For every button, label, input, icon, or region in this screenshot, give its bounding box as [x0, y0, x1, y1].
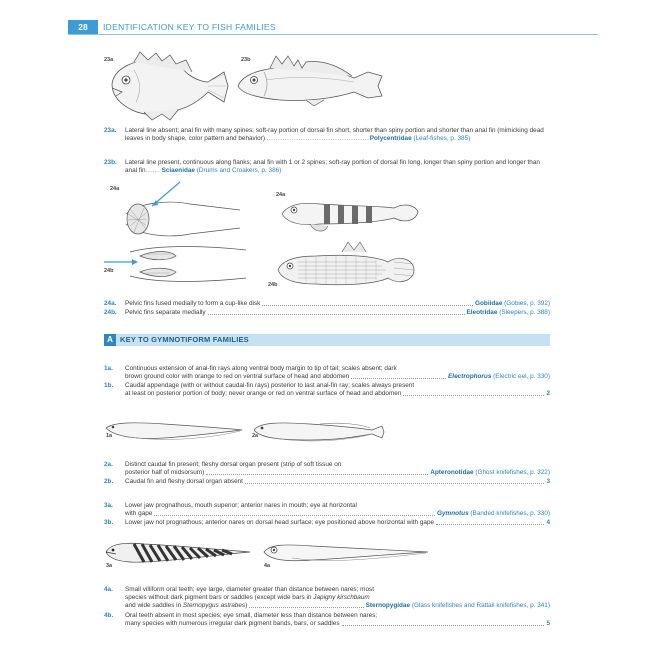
family-name: Gymnotus: [437, 509, 469, 517]
family-ref: (Electric eel, p. 330): [493, 372, 550, 380]
figure-24a-goby: [280, 196, 420, 238]
family-ref: (Banded knifefishes, p. 330): [470, 509, 550, 517]
key-entry-2b: [104, 478, 550, 486]
entry-code: 2b.: [104, 478, 114, 485]
entry-code: 1a.: [104, 365, 113, 372]
page-number: 28: [68, 20, 98, 34]
family-name: Sternopygidae: [365, 601, 411, 609]
entry-text-line2: at least on posterior portion of body; never orange or red on ventral surface of head and abdomen: [125, 389, 402, 397]
key-entry-2a: [104, 461, 550, 477]
lead-ref: 3: [546, 478, 550, 485]
figure-24-ventral-views: [100, 180, 250, 292]
key-entry-3a: [104, 502, 550, 518]
lead-ref: 5: [546, 619, 550, 627]
key-entry-23b: 23b. Lateral line present, continuous along flanks; anal fin with 1 or 2 spines; soft-ray portion of dorsal fin long, longer than spiny portion and longer than anal fin........ Sciaenidae (Drums and Croakers, p. 386): [104, 159, 540, 174]
entry-text-line1: Lower jaw prognathous, mouth superior; anterior nares in mouth; eye at horizontal: [125, 502, 357, 509]
lead-ref: 2: [546, 389, 550, 397]
entry-code: 1b.: [104, 382, 114, 389]
lead-ref: 4: [546, 519, 550, 526]
key-entry-4b: [104, 612, 550, 628]
entry-text-line1: Distinct caudal fin present; fleshy dorsal organ present (strip of soft tissue on: [125, 461, 342, 468]
entry-text: Pelvic fins fused medially to form a cup-like disk: [125, 300, 261, 307]
entry-code: 23b.: [104, 159, 117, 166]
key-entry-24b: [104, 309, 550, 317]
key-entry-1a: [104, 365, 550, 381]
entry-code: 4b.: [104, 612, 114, 619]
key-entry-3b: [104, 519, 550, 527]
key-entry-23a: 23a. Lateral line absent; anal fin with many spines; soft-ray portion of dorsal fin short, shorter than spiny portion and shorter than anal fin (mimicking dead leaves in body shape, color pattern and behavior)...........................................................Polycentridae (Leaf-fishes, p. 385): [104, 127, 544, 142]
entry-code: 4a.: [104, 586, 113, 593]
entry-text-line2: many species with numerous irregular dark pigment bands, bars, or saddles: [125, 619, 340, 627]
entry-text-line2: brown ground color with orange to red on ventral surface of head and abdomen: [125, 372, 350, 380]
figure-label-4a: 4a: [264, 563, 271, 569]
species-name: Japigny kirschbaum: [313, 593, 370, 601]
figure-23a-leaf-fish: [104, 50, 232, 122]
family-name: Polycentridae: [369, 134, 412, 142]
figure-label-24a-left: 24a: [110, 186, 120, 192]
figure-label-24b-left: 24b: [104, 268, 114, 274]
entry-code: 24a.: [104, 300, 117, 307]
family-name: Sciaenidae: [161, 166, 195, 174]
figure-label-24b-right: 24b: [268, 282, 278, 288]
entry-code: 23a.: [104, 127, 117, 134]
entry-text-line1: Caudal appendage (with or without caudal-fin rays) posterior to last anal-fin ray; scales always present: [125, 382, 415, 389]
key-entry-4a: [104, 586, 550, 610]
family-name: Apteronotidae: [430, 468, 474, 476]
entry-text-line1: Caudal fin and fleshy dorsal organ absent: [125, 478, 243, 485]
entry-text: Pelvic fins separate medially: [125, 309, 206, 316]
figure-4a-glass-knifefish: [262, 540, 432, 566]
figure-label-3a: 3a: [106, 563, 113, 569]
entry-text-line1: Oral teeth absent in most species; eye small, diameter less than distance between nares;: [125, 612, 378, 619]
figure-label-23b: 23b: [241, 57, 251, 63]
family-name: Electrophorus: [448, 372, 492, 380]
entry-text: Lateral line present, continuous along flanks; anal fin with 1 or 2 spines; soft-ray portion of dorsal fin long, longer than spiny portion and longer than anal fin: [125, 159, 540, 174]
family-ref: (Ghost knifefishes, p. 322): [475, 468, 550, 476]
section-heading: [104, 334, 550, 346]
running-header: [68, 20, 598, 35]
figure-3a-banded-knifefish: [104, 538, 254, 568]
family-name: Eleotridae: [466, 309, 498, 316]
entry-code: 24b.: [104, 309, 117, 316]
figure-2a-ghost-knifefish: [250, 416, 386, 446]
entry-code: 3a.: [104, 502, 113, 509]
entry-text-line1: Lower jaw not prognathous; anterior nares on dorsal head surface; eye positioned above horizontal with gape: [125, 519, 435, 526]
entry-text-line1: Small villiform oral teeth; eye large, diameter greater than distance between nares; most: [125, 586, 375, 593]
figure-1a-knifefish: [104, 418, 244, 444]
header-title: IDENTIFICATION KEY TO FISH FAMILIES: [103, 22, 276, 32]
entry-text-line2: with gape: [125, 509, 153, 517]
entry-text-line2: posterior half of midsorsum): [125, 468, 205, 476]
entry-text: Lateral line absent; anal fin with many spines; soft-ray portion of dorsal fin short, shorter than spiny portion and shorter than anal fin (mimicking dead leaves in body shape, color pattern and behavior): [125, 127, 544, 142]
family-ref: (Gobies, p. 392): [504, 300, 550, 307]
key-entry-1b: [104, 382, 550, 398]
section-title: KEY TO GYMNOTIFORM FAMILIES: [120, 335, 249, 344]
figure-label-2a: 2a: [252, 433, 259, 439]
figure-label-23a: 23a: [104, 57, 114, 63]
figure-label-1a: 1a: [106, 433, 113, 439]
figure-24b-sleeper: [276, 240, 416, 292]
entry-text-line2: species without dark pigment bars or saddles (except wide bars in: [125, 593, 314, 601]
entry-text-close: ): [245, 601, 248, 609]
entry-code: 3b.: [104, 519, 114, 526]
entry-code: 2a.: [104, 461, 113, 468]
entry-text-line1: Continuous extension of anal-fin rays along ventral body margin to tip of tail; scales absent; dark: [125, 365, 397, 372]
family-name: Gobiidae: [475, 300, 503, 307]
family-ref: (Glass knifefishes and Rattail knifefishes, p. 341): [411, 601, 550, 609]
family-ref: (Sleepers, p. 388): [499, 309, 550, 316]
entry-text-line3: and wide saddles in: [125, 601, 183, 609]
family-ref: (Leaf-fishes, p. 385): [413, 134, 471, 142]
figure-23b-drum-fish: [236, 50, 386, 108]
figure-label-24a-right: 24a: [276, 192, 286, 198]
key-entry-24a: [104, 300, 550, 308]
section-letter: A: [104, 334, 116, 346]
family-ref: (Drums and Croakers, p. 386): [196, 166, 282, 174]
species-name: Sternopygus astrabes: [182, 601, 246, 609]
